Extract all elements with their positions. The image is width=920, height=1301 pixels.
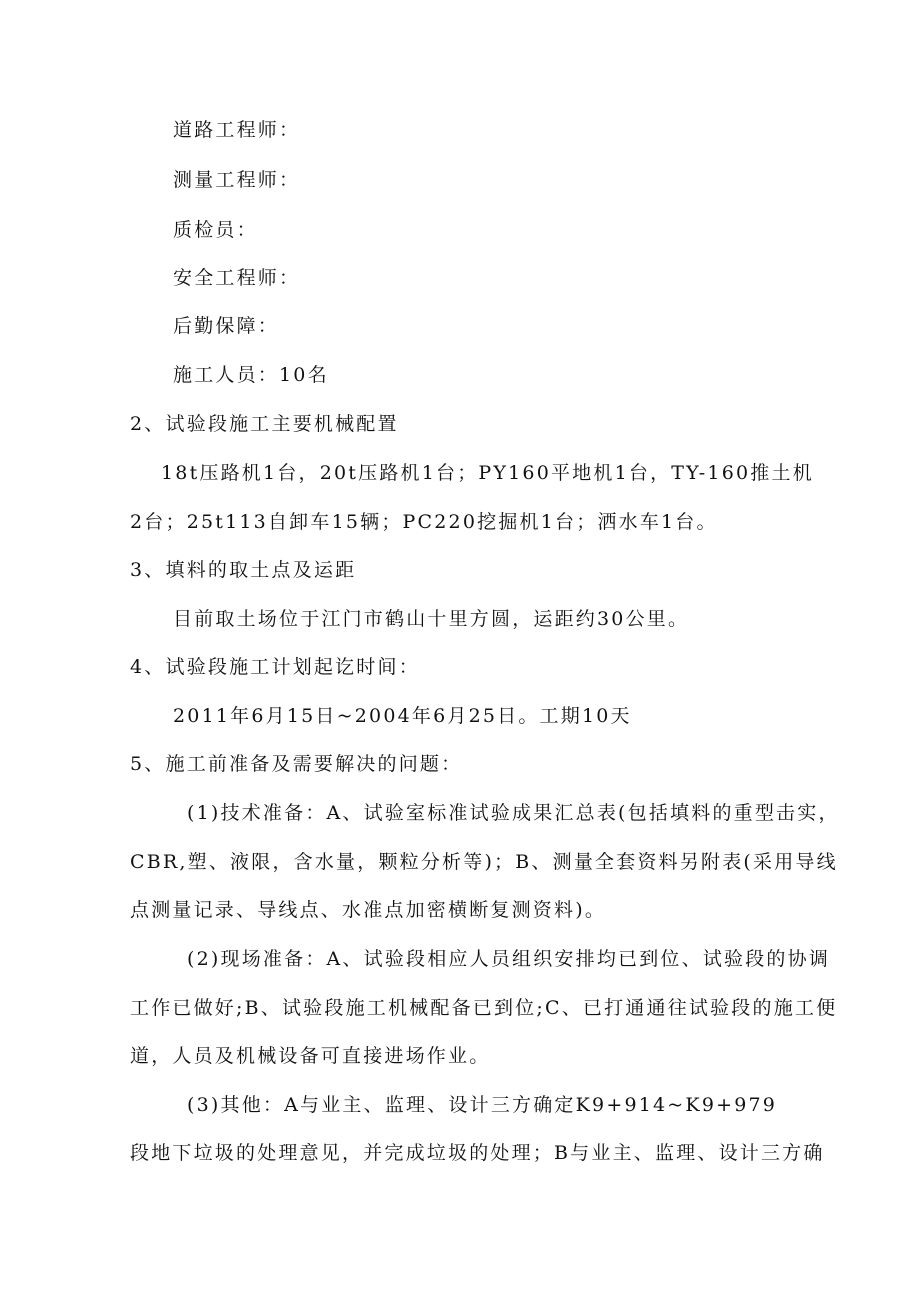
item-2-line-3: 道，人员及机械设备可直接进场作业。 [130, 1045, 491, 1067]
item-1-line-2: CBR,塑、液限，含水量，颗粒分析等)；B、测量全套资料另附表(采用导线 [130, 851, 838, 873]
road-engineer-label: 道路工程师： [173, 119, 301, 141]
workers-label: 施工人员：10名 [173, 364, 329, 386]
section-5-heading: 5、施工前准备及需要解决的问题： [130, 753, 463, 775]
item-2-line-2: 工作已做好;B、试验段施工机械配备已到位;C、已打通通往试验段的施工便 [130, 997, 838, 1019]
item-1-line-3: 点测量记录、导线点、水准点加密横断复测资料)。 [130, 899, 607, 921]
section-4-line-1: 2011年6月15日~2004年6月25日。工期10天 [173, 705, 632, 727]
quality-inspector-label: 质检员： [173, 219, 258, 241]
survey-engineer-label: 测量工程师： [173, 169, 301, 191]
section-3-line-1: 目前取土场位于江门市鹤山十里方圆，运距约30公里。 [173, 608, 690, 630]
section-4-heading: 4、试验段施工计划起讫时间： [130, 656, 420, 678]
item-1-line-1: (1)技术准备：A、试验室标准试验成果汇总表(包括填料的重型击实， [187, 802, 840, 824]
item-3-line-1: (3)其他：A与业主、监理、设计三方确定K9+914~K9+979 [187, 1094, 778, 1116]
section-3-heading: 3、填料的取土点及运距 [130, 559, 357, 581]
safety-engineer-label: 安全工程师： [173, 267, 301, 289]
section-2-line-2: 2台；25t113自卸车15辆；PC220挖掘机1台；洒水车1台。 [130, 511, 718, 533]
section-2-line-1: 18t压路机1台，20t压路机1台；PY160平地机1台，TY-160推土机 [161, 462, 814, 484]
item-2-line-1: (2)现场准备：A、试验段相应人员组织安排均已到位、试验段的协调 [187, 948, 831, 970]
logistics-label: 后勤保障： [173, 315, 280, 337]
item-3-line-2: 段地下垃圾的处理意见，并完成垃圾的处理；B与业主、监理、设计三方确 [130, 1142, 825, 1164]
section-2-heading: 2、试验段施工主要机械配置 [130, 413, 399, 435]
